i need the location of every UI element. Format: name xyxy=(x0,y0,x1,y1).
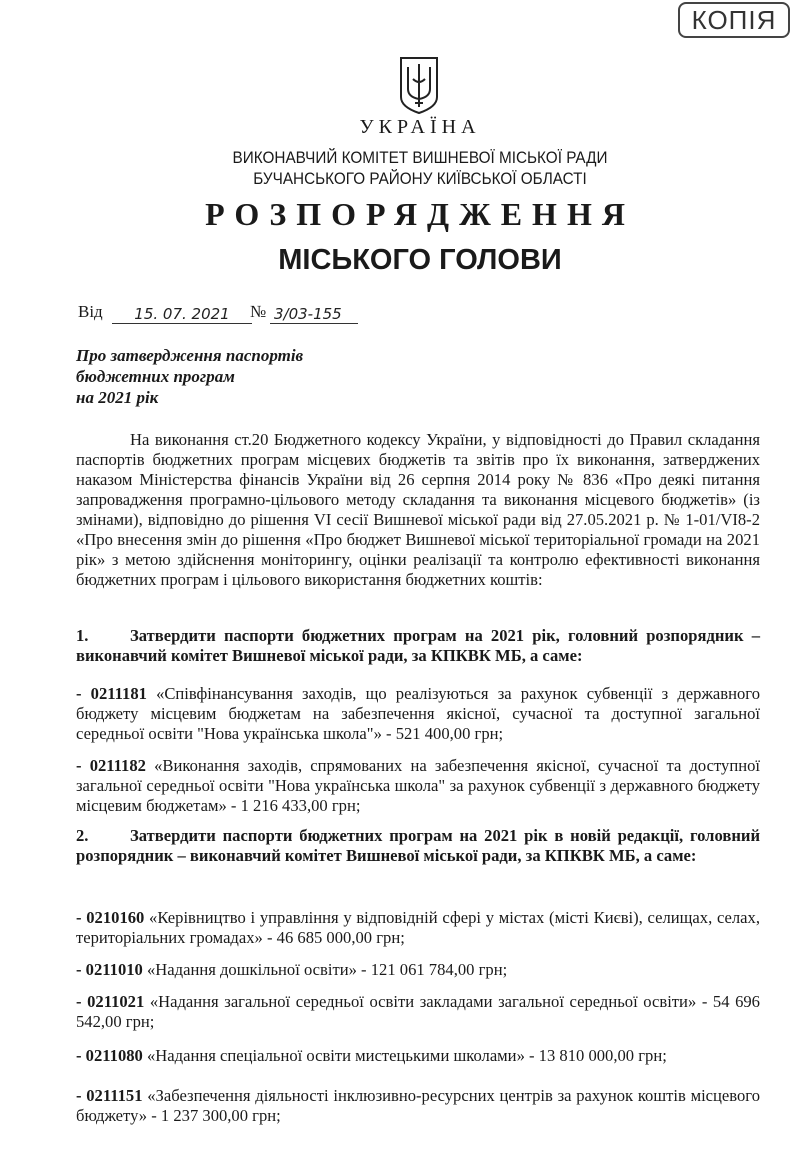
copy-stamp: КОПІЯ xyxy=(678,2,790,38)
program-description: «Виконання заходів, спрямованих на забезпечення якісної, сучасної та доступної загальної середньої освіти "Нова українська школа" за рахунок субвенції з державного бюджету місцевим бюджетам» - 1 216 433,00 грн; xyxy=(76,756,761,815)
list-item xyxy=(76,908,760,948)
program-code: - 0211151 xyxy=(76,1086,143,1105)
list-item xyxy=(76,960,760,980)
program-code: - 0211010 xyxy=(76,960,143,979)
list-item xyxy=(76,1086,760,1126)
subject-line: на 2021 рік xyxy=(76,388,159,407)
section-number: 1. xyxy=(76,626,89,645)
document-subject xyxy=(76,345,303,408)
subject-line: Про затвердження паспортів xyxy=(76,346,304,365)
program-description: «Надання спеціальної освіти мистецькими школами» - 13 810 000,00 грн; xyxy=(142,1046,667,1065)
organization-line-2: БУЧАНСЬКОГО РАЙОНУ КИЇВСЬКОЇ ОБЛАСТІ xyxy=(253,169,587,188)
program-description: «Забезпечення діяльності інклюзивно-ресурсних центрів за рахунок коштів місцевого бюджету» - 1 237 300,00 грн; xyxy=(76,1086,760,1125)
program-code: - 0211181 xyxy=(76,684,147,703)
date-label: Від xyxy=(78,302,103,321)
program-description: «Керівництво і управління у відповідній сфері у містах (місті Києві), селищах, селах, територіальних громадах» - 46 685 000,00 грн; xyxy=(76,908,760,947)
country-name: УКРАЇНА xyxy=(359,116,481,138)
list-item xyxy=(76,756,760,816)
list-item xyxy=(76,992,760,1032)
section-number: 2. xyxy=(76,826,89,845)
program-description: «Надання загальної середньої освіти закладами загальної середньої освіти» - 54 696 542,00 грн; xyxy=(76,992,760,1031)
section-heading-text: Затвердити паспорти бюджетних програм на 2021 рік, головний розпорядник – виконавчий комітет Вишневої міської ради, за КПКВК МБ, а саме: xyxy=(76,626,760,665)
program-code: - 0211021 xyxy=(76,992,145,1011)
section-2-heading xyxy=(76,826,760,866)
document-subtype: МІСЬКОГО ГОЛОВИ xyxy=(278,244,562,276)
date-value: 15. 07. 2021 xyxy=(112,305,252,324)
intro-paragraph: На виконання ст.20 Бюджетного кодексу України, у відповідності до Правил складання паспортів бюджетних програм місцевих бюджетів та звітів про їх виконання, затверджених наказом Міністерства фінансів України від 26 серпня 2014 року № 836 «Про деякі питання запровадження програмно-цільового методу складання та виконання місцевого бюджетів» (із змінами), відповідно до рішення VI сесії Вишневої міської ради від 27.05.2021 р. № 1-01/VI8-2 «Про внесення змін до рішення «Про бюджет Вишневої міської територіальної громади на 2021 рік» з метою здійснення моніторингу, оцінки реалізації та контролю ефективності виконання бюджетних програм і цільового використання бюджетних коштів: xyxy=(76,430,760,589)
section-heading-text: Затвердити паспорти бюджетних програм на 2021 рік в новій редакції, головний розпорядник – виконавчий комітет Вишневої міської ради, за КПКВК МБ, а саме: xyxy=(76,826,760,865)
program-description: «Надання дошкільної освіти» - 121 061 784,00 грн; xyxy=(142,960,508,979)
organization-line-1: ВИКОНАВЧИЙ КОМІТЕТ ВИШНЕВОЇ МІСЬКОЇ РАДИ xyxy=(232,148,608,167)
program-description: «Співфінансування заходів, що реалізуються за рахунок субвенції з державного бюджету місцевим бюджетам на забезпечення якісної, сучасної та доступної загальної середньої освіти "Нова українська школа"» - 521 400,00 грн; xyxy=(76,684,760,743)
program-code: - 0210160 xyxy=(76,908,145,927)
document-type: РОЗПОРЯДЖЕННЯ xyxy=(205,196,635,232)
number-label: № xyxy=(250,302,267,321)
program-code: - 0211182 xyxy=(76,756,146,775)
list-item xyxy=(76,1046,760,1066)
subject-line: бюджетних програм xyxy=(76,367,235,386)
section-1-heading xyxy=(76,626,760,666)
program-code: - 0211080 xyxy=(76,1046,143,1065)
number-value: 3/03-155 xyxy=(270,305,358,324)
document-meta xyxy=(78,298,378,328)
trident-emblem-icon xyxy=(398,55,440,115)
list-item xyxy=(76,684,760,744)
